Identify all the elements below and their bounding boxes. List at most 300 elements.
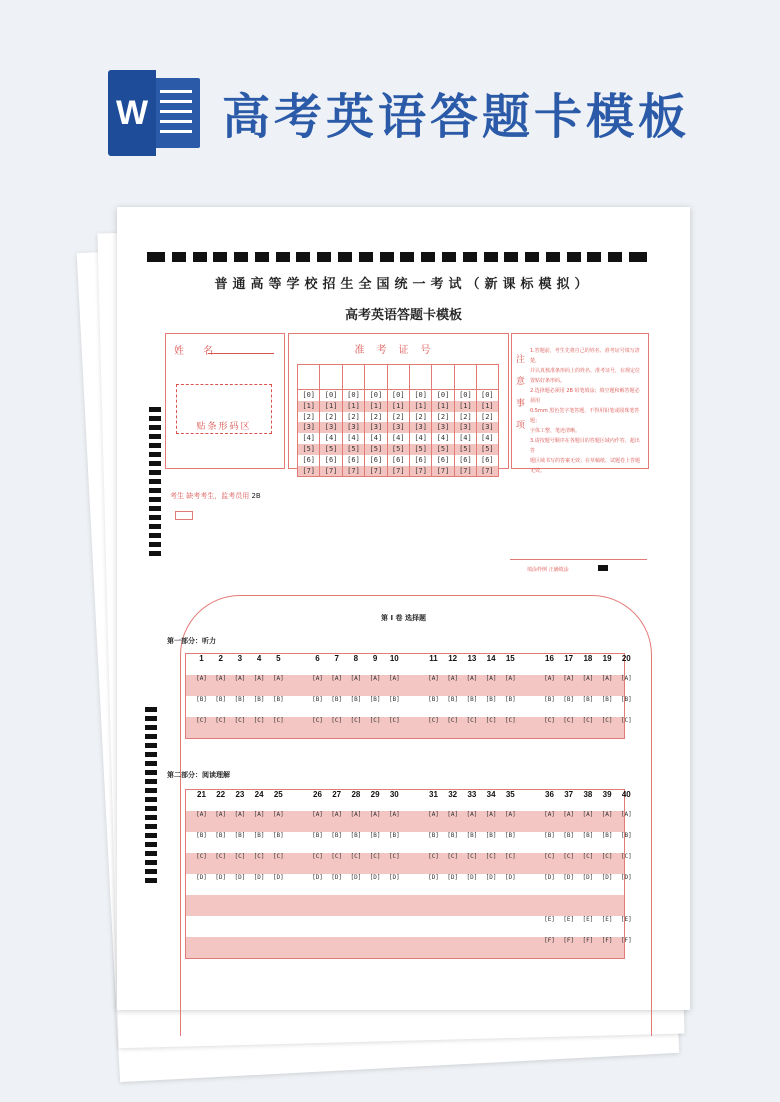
answer-bubble[interactable]: [B] <box>312 696 323 703</box>
ticket-digit-bubble[interactable]: [1] <box>410 401 431 412</box>
answer-bubble[interactable]: [B] <box>428 696 439 703</box>
question-number: 10 <box>389 654 399 663</box>
answer-bubble[interactable]: [B] <box>369 832 381 839</box>
answer-bubble[interactable]: [B] <box>272 832 284 839</box>
question-number: 39 <box>602 790 612 799</box>
ticket-digit-column[interactable] <box>297 364 319 477</box>
answer-bubble[interactable]: [A] <box>272 811 284 818</box>
answer-bubble[interactable]: [D] <box>234 874 246 881</box>
ticket-digit-bubble[interactable]: [2] <box>347 412 360 421</box>
question-number: 29 <box>370 790 380 799</box>
ticket-digit-bubble[interactable]: [3] <box>343 422 364 433</box>
answer-bubble[interactable]: [C] <box>620 853 632 860</box>
answer-option-row <box>186 811 632 832</box>
timing-marks-left-2 <box>145 707 157 887</box>
answer-bubble[interactable]: [C] <box>234 717 246 724</box>
ticket-digit-bubble[interactable]: [1] <box>298 401 319 412</box>
answer-bubble[interactable]: [D] <box>544 874 555 881</box>
answer-bubble[interactable]: [C] <box>215 717 227 724</box>
answer-bubble[interactable]: [B] <box>253 832 265 839</box>
answer-bubble[interactable]: [D] <box>504 874 516 881</box>
question-number-row <box>186 790 631 811</box>
absent-mark-label: 考生 缺考考生，监考员用 2B <box>170 492 261 500</box>
answer-bubble[interactable]: [D] <box>369 874 381 881</box>
ticket-digit-bubble[interactable]: [2] <box>436 412 450 421</box>
footer-line <box>510 559 647 560</box>
answer-option-row <box>186 937 632 958</box>
question-number: 31 <box>429 790 438 799</box>
answer-bubble[interactable]: [C] <box>544 853 555 860</box>
ticket-digit-bubble[interactable]: [3] <box>432 422 453 433</box>
answer-bubble[interactable]: [B] <box>582 696 594 703</box>
ticket-digit-bubble[interactable]: [4] <box>414 434 427 443</box>
answer-bubble[interactable]: [C] <box>253 717 265 724</box>
answer-bubble[interactable]: [D] <box>331 874 343 881</box>
banner-title: 高考英语答题卡模板 <box>222 89 691 145</box>
answer-bubble[interactable]: [C] <box>312 717 323 724</box>
answer-bubble[interactable]: [A] <box>466 675 478 682</box>
question-number: 20 <box>621 654 631 663</box>
answer-bubble[interactable]: [B] <box>504 832 516 839</box>
answer-bubble[interactable]: [B] <box>215 832 227 839</box>
ticket-digit-bubble[interactable]: [3] <box>388 422 409 433</box>
answer-option-row <box>186 853 632 874</box>
ticket-digit-column[interactable] <box>364 364 386 477</box>
answer-bubble[interactable]: [A] <box>601 811 613 818</box>
ticket-digit-column[interactable] <box>454 364 476 477</box>
ticket-digit-bubble[interactable]: [0] <box>459 391 472 399</box>
ticket-digit-column[interactable] <box>387 364 409 477</box>
answer-bubble[interactable]: [A] <box>331 675 343 682</box>
answer-bubble[interactable]: [C] <box>369 853 381 860</box>
question-number: 30 <box>389 790 399 799</box>
answer-bubble[interactable]: [C] <box>620 717 632 724</box>
answer-bubble[interactable]: [B] <box>331 832 343 839</box>
answer-bubble[interactable]: [D] <box>215 874 227 881</box>
ticket-digit-bubble[interactable]: [1] <box>455 401 476 412</box>
answer-bubble[interactable]: [D] <box>620 874 632 881</box>
ticket-digit-bubble[interactable]: [3] <box>477 422 497 433</box>
ticket-digit-bubble[interactable]: [6] <box>302 455 316 464</box>
answer-bubble[interactable]: [B] <box>620 832 632 839</box>
ticket-digit-bubble[interactable]: [0] <box>480 391 494 399</box>
ticket-digit-bubble[interactable]: [4] <box>391 434 405 443</box>
answer-bubble[interactable]: [C] <box>428 853 439 860</box>
answer-option-row <box>186 874 632 895</box>
question-number: 34 <box>486 790 496 799</box>
answer-bubble[interactable]: [B] <box>485 696 497 703</box>
answer-bubble[interactable]: [C] <box>388 717 400 724</box>
question-number: 12 <box>448 654 458 663</box>
answer-bubble[interactable]: [D] <box>272 874 284 881</box>
ticket-digit-bubble[interactable]: [7] <box>477 466 497 477</box>
timing-marks-left-1 <box>149 407 161 560</box>
answer-bubble[interactable]: [A] <box>447 811 459 818</box>
answer-bubble[interactable]: [B] <box>350 696 362 703</box>
question-number: 32 <box>448 790 458 799</box>
answer-bubble[interactable]: [D] <box>447 874 459 881</box>
answer-bubble[interactable]: [E] <box>620 916 632 923</box>
answer-bubble[interactable]: [B] <box>253 696 265 703</box>
answer-bubble[interactable]: [B] <box>466 696 478 703</box>
ticket-digit-bubble[interactable]: [3] <box>365 422 386 433</box>
ticket-digit-bubble[interactable]: [0] <box>436 391 450 399</box>
name-field[interactable] <box>208 353 274 354</box>
ticket-digit-bubble[interactable]: [4] <box>369 434 383 443</box>
ticket-digit-column[interactable] <box>342 364 364 477</box>
answer-bubble[interactable]: [C] <box>563 717 575 724</box>
timing-marks-top <box>147 252 647 262</box>
answer-bubble[interactable]: [C] <box>582 853 594 860</box>
answer-bubble[interactable]: [C] <box>601 853 613 860</box>
answer-bubble[interactable]: [C] <box>350 717 362 724</box>
notice-line: 置贴好条形码。 <box>530 378 566 384</box>
answer-bubble[interactable]: [C] <box>563 853 575 860</box>
answer-bubble[interactable]: [A] <box>369 811 381 818</box>
answer-bubble[interactable]: [A] <box>544 811 555 818</box>
ticket-digit-bubble[interactable]: [5] <box>343 444 364 455</box>
answer-bubble[interactable]: [B] <box>388 696 400 703</box>
answer-bubble[interactable]: [C] <box>369 717 381 724</box>
answer-option-row <box>186 675 632 696</box>
question-number: 11 <box>429 654 438 663</box>
answer-bubble[interactable]: [B] <box>544 696 555 703</box>
ticket-digit-bubble[interactable]: [6] <box>347 455 360 464</box>
ticket-digit-bubble[interactable]: [5] <box>320 444 341 455</box>
answer-bubble[interactable]: [B] <box>428 832 439 839</box>
answer-bubble[interactable]: [C] <box>601 717 613 724</box>
answer-bubble[interactable]: [A] <box>504 811 516 818</box>
answer-bubble[interactable]: [B] <box>563 832 575 839</box>
ticket-digit-bubble[interactable]: [3] <box>410 422 431 433</box>
ticket-digit-bubble[interactable]: [6] <box>414 455 427 464</box>
ticket-digit-bubble[interactable]: [2] <box>414 412 427 421</box>
answer-bubble[interactable]: [C] <box>350 853 362 860</box>
answer-bubble[interactable]: [C] <box>234 853 246 860</box>
question-number: 35 <box>505 790 515 799</box>
question-number: 38 <box>583 790 593 799</box>
answer-bubble[interactable]: [C] <box>272 717 284 724</box>
notice-text <box>530 346 642 476</box>
ticket-digit-bubble[interactable]: [1] <box>320 401 341 412</box>
question-number: 13 <box>467 654 477 663</box>
ticket-digit-bubble[interactable]: [1] <box>432 401 453 412</box>
answer-bubble[interactable]: [D] <box>388 874 400 881</box>
ticket-digit-column[interactable] <box>409 364 431 477</box>
answer-bubble[interactable]: [B] <box>447 696 459 703</box>
answer-bubble[interactable]: [C] <box>196 853 207 860</box>
name-label: 姓 名 <box>174 346 222 357</box>
answer-bubble[interactable]: [A] <box>388 675 400 682</box>
answer-bubble[interactable]: [B] <box>466 832 478 839</box>
answer-bubble[interactable]: [C] <box>196 717 207 724</box>
answer-bubble[interactable]: [B] <box>331 696 343 703</box>
answer-bubble[interactable]: [C] <box>466 717 478 724</box>
ticket-digit-bubble[interactable]: [0] <box>391 391 405 399</box>
notice-line: 3.请按题号顺序在各题目的答题区域内作答，超出答 <box>530 438 640 454</box>
ticket-digit-bubble[interactable]: [7] <box>320 466 341 477</box>
answer-bubble[interactable]: [D] <box>485 874 497 881</box>
answer-bubble[interactable]: [A] <box>601 675 613 682</box>
question-number: 26 <box>313 790 322 799</box>
ticket-digit-bubble[interactable]: [1] <box>365 401 386 412</box>
answer-bubble[interactable]: [A] <box>582 675 594 682</box>
answer-bubble[interactable]: [A] <box>369 675 381 682</box>
answer-bubble[interactable]: [C] <box>544 717 555 724</box>
ticket-digit-bubble[interactable]: [4] <box>302 434 316 443</box>
answer-bubble[interactable]: [B] <box>601 696 613 703</box>
answer-bubble[interactable]: [B] <box>234 832 246 839</box>
question-number: 15 <box>505 654 515 663</box>
answer-bubble[interactable]: [D] <box>601 874 613 881</box>
answer-bubble[interactable]: [B] <box>215 696 227 703</box>
answer-bubble[interactable]: [A] <box>428 675 439 682</box>
ticket-digit-bubble[interactable]: [0] <box>302 391 316 399</box>
question-number: 7 <box>334 654 339 663</box>
ticket-digit-bubble[interactable]: [1] <box>388 401 409 412</box>
answer-bubble[interactable]: [C] <box>331 853 343 860</box>
ticket-digit-bubble[interactable]: [5] <box>432 444 453 455</box>
ticket-digit-bubble[interactable]: [3] <box>455 422 476 433</box>
ticket-digit-bubble[interactable]: [5] <box>477 444 497 455</box>
answer-bubble[interactable]: [A] <box>312 675 323 682</box>
answer-bubble[interactable]: [A] <box>350 675 362 682</box>
answer-bubble[interactable]: [D] <box>253 874 265 881</box>
answer-bubble[interactable]: [B] <box>272 696 284 703</box>
question-number: 9 <box>372 654 378 663</box>
ticket-digit-bubble[interactable]: [3] <box>298 422 319 433</box>
answer-bubble[interactable]: [C] <box>388 853 400 860</box>
answer-bubble[interactable]: [D] <box>466 874 478 881</box>
question-number: 8 <box>353 654 359 663</box>
notice-line: 1.答题前，考生先将自己的姓名、准考证号填写清楚， <box>530 348 640 364</box>
answer-bubble[interactable]: [A] <box>563 811 575 818</box>
question-number-row <box>186 654 631 675</box>
notice-line: 题区域书写的答案无效；在草稿纸、试题卷上答题无效。 <box>530 458 641 474</box>
ticket-digit-bubble[interactable]: [7] <box>455 466 476 477</box>
answer-bubble[interactable]: [B] <box>601 832 613 839</box>
answer-bubble[interactable]: [D] <box>350 874 362 881</box>
answer-bubble[interactable]: [A] <box>466 811 478 818</box>
question-number: 40 <box>621 790 631 799</box>
answer-bubble[interactable]: [B] <box>350 832 362 839</box>
answer-bubble[interactable]: [B] <box>504 696 516 703</box>
answer-bubble[interactable]: [C] <box>215 853 227 860</box>
answer-bubble[interactable]: [F] <box>563 937 575 944</box>
ticket-digit-bubble[interactable]: [6] <box>391 455 405 464</box>
part1-answer-grid <box>185 653 632 739</box>
answer-bubble[interactable]: [A] <box>620 811 632 818</box>
answer-bubble[interactable]: [C] <box>582 717 594 724</box>
question-number: 21 <box>197 790 206 799</box>
ticket-digit-bubble[interactable]: [6] <box>324 455 338 464</box>
answer-bubble[interactable]: [B] <box>369 696 381 703</box>
answer-bubble[interactable]: [C] <box>331 717 343 724</box>
answer-bubble[interactable]: [C] <box>447 853 459 860</box>
answer-bubble[interactable]: [C] <box>485 717 497 724</box>
answer-bubble[interactable]: [E] <box>601 916 613 923</box>
answer-bubble[interactable]: [B] <box>312 832 323 839</box>
ticket-digit-bubble[interactable]: [2] <box>480 412 494 421</box>
ticket-digit-bubble[interactable]: [6] <box>459 455 472 464</box>
answer-bubble[interactable]: [B] <box>620 696 632 703</box>
ticket-digit-bubble[interactable]: [7] <box>298 466 319 477</box>
ticket-digit-bubble[interactable]: [7] <box>388 466 409 477</box>
answer-bubble[interactable]: [A] <box>620 675 632 682</box>
ticket-digit-column[interactable] <box>476 364 498 477</box>
answer-bubble[interactable]: [A] <box>350 811 362 818</box>
answer-bubble[interactable]: [C] <box>272 853 284 860</box>
answer-bubble[interactable]: [E] <box>582 916 594 923</box>
answer-bubble[interactable]: [A] <box>196 675 207 682</box>
ticket-digit-column[interactable] <box>319 364 341 477</box>
answer-bubble[interactable]: [C] <box>253 853 265 860</box>
ticket-digit-bubble[interactable]: [6] <box>369 455 383 464</box>
answer-bubble[interactable]: [A] <box>563 675 575 682</box>
answer-bubble[interactable]: [A] <box>234 811 246 818</box>
answer-bubble[interactable]: [C] <box>504 717 516 724</box>
ticket-digit-column[interactable] <box>431 364 453 477</box>
answer-sheet <box>117 207 690 1010</box>
answer-bubble[interactable]: [C] <box>485 853 497 860</box>
ticket-digit-bubble[interactable]: [2] <box>459 412 472 421</box>
answer-bubble[interactable]: [B] <box>485 832 497 839</box>
answer-bubble[interactable]: [B] <box>563 696 575 703</box>
notice-box <box>511 333 649 474</box>
answer-bubble[interactable]: [A] <box>485 675 497 682</box>
ticket-digit-bubble[interactable]: [1] <box>477 401 497 412</box>
question-number: 1 <box>199 654 204 663</box>
answer-bubble[interactable]: [A] <box>234 675 246 682</box>
question-number: 17 <box>564 654 574 663</box>
answer-bubble[interactable]: [B] <box>234 696 246 703</box>
banner <box>0 0 780 200</box>
answer-bubble[interactable]: [D] <box>312 874 323 881</box>
answer-bubble[interactable]: [E] <box>544 916 555 923</box>
answer-option-row <box>186 696 632 717</box>
card-title: 高考英语答题卡模板 <box>344 308 462 323</box>
answer-bubble[interactable]: [A] <box>447 675 459 682</box>
answer-bubble[interactable]: [A] <box>504 675 516 682</box>
answer-bubble[interactable]: [B] <box>196 696 207 703</box>
answer-bubble[interactable]: [B] <box>388 832 400 839</box>
answer-bubble[interactable]: [B] <box>582 832 594 839</box>
answer-bubble[interactable]: [C] <box>312 853 323 860</box>
answer-bubble[interactable]: [E] <box>563 916 575 923</box>
question-number: 3 <box>237 654 243 663</box>
question-number: 25 <box>273 790 283 799</box>
question-number: 2 <box>218 654 223 663</box>
answer-bubble[interactable]: [C] <box>428 717 439 724</box>
ticket-digit-bubble[interactable]: [4] <box>324 434 338 443</box>
ticket-digit-bubble[interactable]: [4] <box>347 434 360 443</box>
answer-bubble[interactable]: [A] <box>544 675 555 682</box>
ticket-digit-bubble[interactable]: [4] <box>480 434 494 443</box>
answer-option-row <box>186 895 624 916</box>
ticket-digit-bubble[interactable]: [2] <box>369 412 383 421</box>
answer-bubble[interactable]: [C] <box>504 853 516 860</box>
ticket-digit-bubble[interactable]: [7] <box>343 466 364 477</box>
answer-bubble[interactable]: [A] <box>582 811 594 818</box>
word-icon: W <box>108 70 204 156</box>
answer-bubble[interactable]: [A] <box>312 811 323 818</box>
ticket-digit-bubble[interactable]: [4] <box>436 434 450 443</box>
answer-option-row <box>186 832 632 853</box>
answer-bubble[interactable]: [D] <box>582 874 594 881</box>
ticket-digit-bubble[interactable]: [5] <box>365 444 386 455</box>
ticket-digit-bubble[interactable]: [5] <box>410 444 431 455</box>
question-number: 37 <box>564 790 574 799</box>
answer-bubble[interactable]: [B] <box>196 832 207 839</box>
ticket-digit-bubble[interactable]: [6] <box>480 455 494 464</box>
answer-bubble[interactable]: [A] <box>428 811 439 818</box>
ticket-digit-bubble[interactable]: [0] <box>369 391 383 399</box>
answer-bubble[interactable]: [D] <box>428 874 439 881</box>
answer-bubble[interactable]: [A] <box>253 811 265 818</box>
ticket-digit-bubble[interactable]: [3] <box>320 422 341 433</box>
ticket-digit-bubble[interactable]: [4] <box>459 434 472 443</box>
answer-bubble[interactable]: [A] <box>253 675 265 682</box>
ticket-digit-grid[interactable] <box>297 364 499 477</box>
answer-bubble[interactable]: [F] <box>601 937 613 944</box>
ticket-digit-bubble[interactable]: [5] <box>388 444 409 455</box>
ticket-digit-bubble[interactable]: [6] <box>436 455 450 464</box>
notice-line: 2.选择题必须用 2B 铅笔填涂；填空题和解答题必须用 <box>530 388 640 404</box>
answer-bubble[interactable]: [D] <box>196 874 207 881</box>
notice-line: 0.5mm 黑色签字笔答题，不得用铅笔或圆珠笔答题； <box>530 408 640 424</box>
ticket-digit-bubble[interactable]: [7] <box>365 466 386 477</box>
notice-line: 字体工整、笔迹清晰。 <box>530 428 581 434</box>
answer-bubble[interactable]: [A] <box>272 675 284 682</box>
answer-option-row <box>186 717 632 738</box>
ticket-digit-bubble[interactable]: [7] <box>410 466 431 477</box>
ticket-digit-bubble[interactable]: [2] <box>302 412 316 421</box>
part1-label: 第一部分：听力 <box>167 637 216 645</box>
answer-bubble[interactable]: [F] <box>582 937 594 944</box>
ticket-digit-bubble[interactable]: [5] <box>298 444 319 455</box>
ticket-digit-bubble[interactable]: [0] <box>324 391 338 399</box>
ticket-digit-bubble[interactable]: [0] <box>347 391 360 399</box>
answer-bubble[interactable]: [A] <box>485 811 497 818</box>
notice-line: 并认真核准条形码上的姓名、准考证号，在规定位 <box>530 368 641 374</box>
answer-bubble[interactable]: [F] <box>620 937 632 944</box>
question-number: 28 <box>351 790 361 799</box>
question-number: 6 <box>315 654 320 663</box>
ticket-digit-bubble[interactable]: [5] <box>455 444 476 455</box>
ticket-digit-bubble[interactable]: [2] <box>324 412 338 421</box>
answer-bubble[interactable]: [B] <box>447 832 459 839</box>
ticket-digit-bubble[interactable]: [7] <box>432 466 453 477</box>
question-number: 4 <box>256 654 262 663</box>
answer-bubble[interactable]: [C] <box>466 853 478 860</box>
answer-bubble[interactable]: [C] <box>447 717 459 724</box>
ticket-label: 准考证号 <box>354 345 443 356</box>
ticket-digit-bubble[interactable]: [2] <box>391 412 405 421</box>
absent-mark-box[interactable] <box>175 511 193 520</box>
answer-bubble[interactable]: [A] <box>196 811 207 818</box>
answer-bubble[interactable]: [B] <box>544 832 555 839</box>
answer-bubble[interactable]: [A] <box>215 675 227 682</box>
answer-bubble[interactable]: [A] <box>331 811 343 818</box>
answer-bubble[interactable]: [F] <box>544 937 555 944</box>
ticket-digit-bubble[interactable]: [0] <box>414 391 427 399</box>
answer-bubble[interactable]: [A] <box>388 811 400 818</box>
notice-label: 注意事项 <box>516 355 526 431</box>
question-number: 19 <box>602 654 612 663</box>
answer-bubble[interactable]: [A] <box>215 811 227 818</box>
ticket-digit-bubble[interactable]: [1] <box>343 401 364 412</box>
answer-bubble[interactable]: [D] <box>563 874 575 881</box>
